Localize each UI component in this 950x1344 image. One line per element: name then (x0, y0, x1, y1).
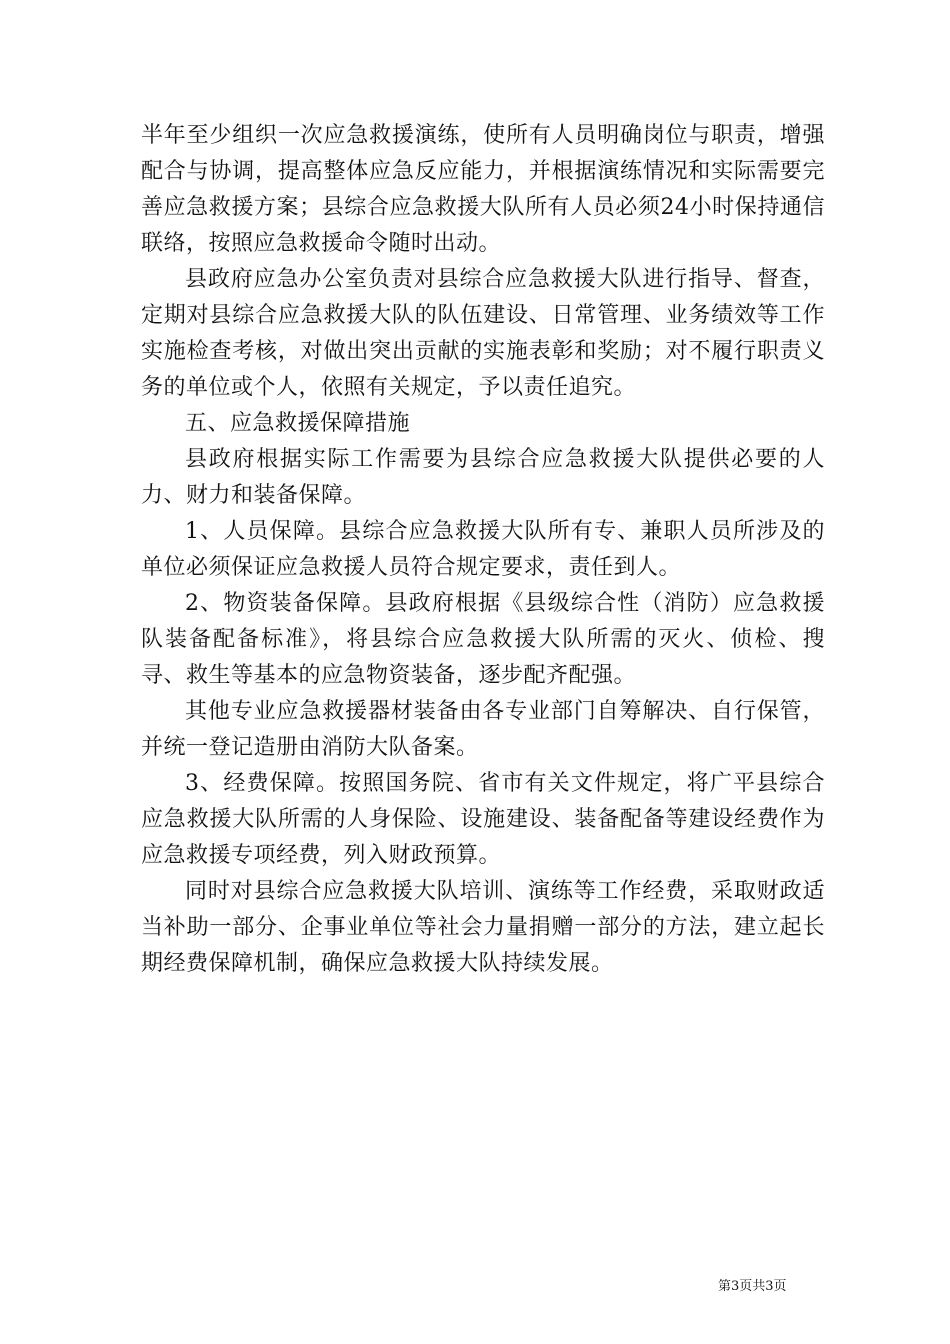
paragraph-2: 县政府应急办公室负责对县综合应急救援大队进行指导、督查，定期对县综合应急救援大队的队伍建设、日常管理、业务绩效等工作实施检查考核，对做出突出贡献的实施表彰和奖励；对不履行职责义务的单位或个人，依照有关规定，予以责任追究。 (141, 267, 825, 400)
page-number: 第3页共3页 (718, 1279, 787, 1294)
paragraph-equipment: 2、物资装备保障。县政府根据《县级综合性（消防）应急救援队装备配备标准》，将县综合应急救援大队所需的灭火、侦检、搜寻、救生等基本的应急物资装备，逐步配齐配强。 (141, 591, 825, 688)
document-body (141, 118, 825, 982)
paragraph-1: 半年至少组织一次应急救援演练，使所有人员明确岗位与职责，增强配合与协调，提高整体应急反应能力，并根据演练情况和实际需要完善应急救援方案；县综合应急救援大队所有人员必须24小时保持通信联络，按照应急救援命令随时出动。 (141, 123, 825, 256)
paragraph-final: 同时对县综合应急救援大队培训、演练等工作经费，采取财政适当补助一部分、企事业单位等社会力量捐赠一部分的方法，建立起长期经费保障机制，确保应急救援大队持续发展。 (141, 879, 825, 976)
paragraph-3: 县政府根据实际工作需要为县综合应急救援大队提供必要的人力、财力和装备保障。 (141, 447, 825, 508)
section-heading: 五、应急救援保障措施 (185, 411, 411, 436)
paragraph-personnel: 1、人员保障。县综合应急救援大队所有专、兼职人员所涉及的单位必须保证应急救援人员符合规定要求，责任到人。 (141, 519, 825, 580)
paragraph-other-equipment: 其他专业应急救援器材装备由各专业部门自筹解决、自行保管，并统一登记造册由消防大队备案。 (141, 699, 825, 760)
paragraph-funding: 3、经费保障。按照国务院、省市有关文件规定，将广平县综合应急救援大队所需的人身保险、设施建设、装备配备等建设经费作为应急救援专项经费，列入财政预算。 (141, 771, 825, 868)
